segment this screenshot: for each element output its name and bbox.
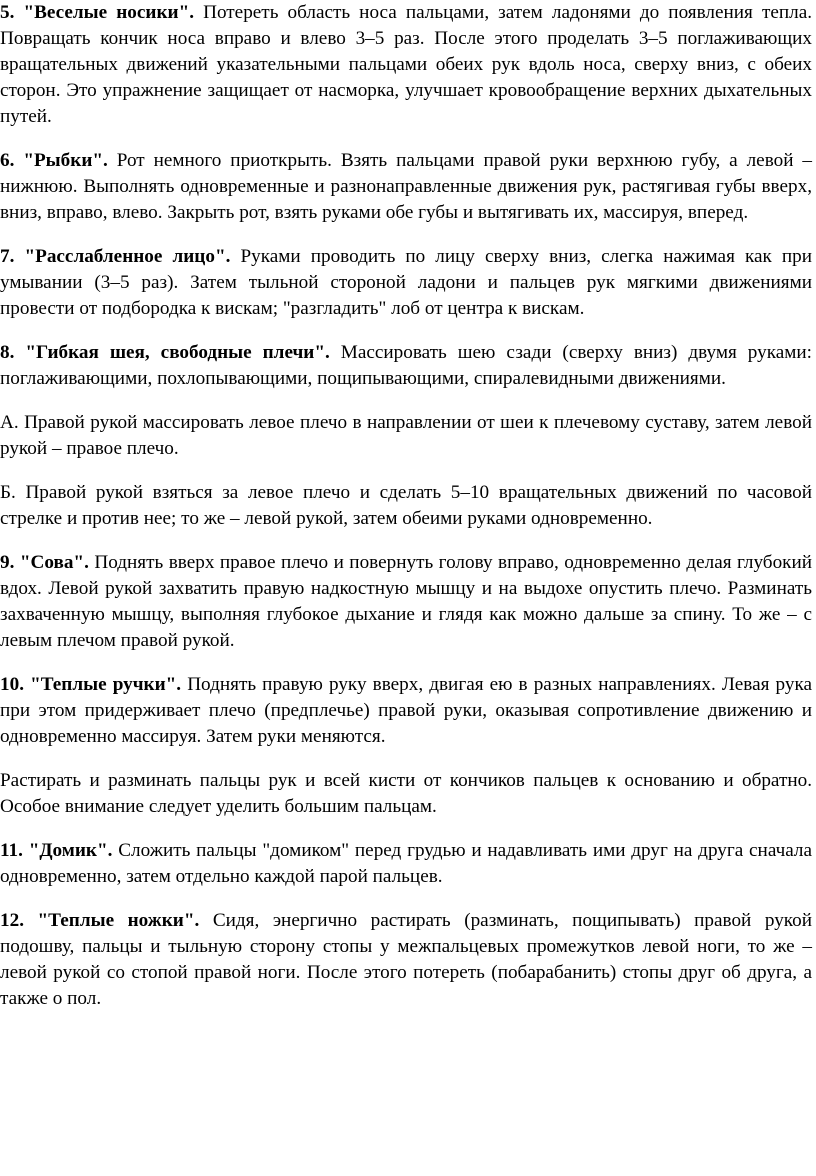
exercise-10-extra-text: Растирать и разминать пальцы рук и всей кисти от кончиков пальцев к основанию и обратно. Особое внимание следует уделить большим пальцам. <box>0 770 812 817</box>
exercise-8-paragraph <box>0 340 812 392</box>
exercise-12-paragraph <box>0 908 812 1012</box>
exercise-11-text: Сложить пальцы "домиком" перед грудью и надавливать ими друг на друга сначала одновременно, затем отдельно каждой парой пальцев. <box>0 840 813 887</box>
exercise-8b-paragraph <box>0 480 812 532</box>
exercise-9-heading: 9. "Сова". <box>0 552 89 573</box>
exercise-8a-text: А. Правой рукой массировать левое плечо в направлении от шеи к плечевому суставу, затем левой рукой – правое плечо. <box>0 412 812 459</box>
exercise-8a-paragraph <box>0 410 812 462</box>
exercise-12-text: Сидя, энергично растирать (разминать, пощипывать) правой рукой подошву, пальцы и тыльную сторону стопы у межпальцевых промежутков левой ноги, то же – левой рукой со стопой правой ноги. После этого потереть (побарабанить) стопы друг об друга, а также о пол. <box>0 910 812 1009</box>
exercise-6-heading: 6. "Рыбки". <box>0 150 108 171</box>
exercise-12-heading: 12. "Теплые ножки". <box>0 910 200 931</box>
exercise-10-heading: 10. "Теплые ручки". <box>0 674 182 695</box>
exercise-11-paragraph <box>0 838 812 890</box>
exercise-9-paragraph <box>0 550 812 654</box>
exercise-10-extra-paragraph <box>0 768 812 820</box>
exercise-5-heading: 5. "Веселые носики". <box>0 2 195 23</box>
exercise-10-text: Поднять правую руку вверх, двигая ею в разных направлениях. Левая рука при этом придерживает плечо (предплечье) правой руки, оказывая сопротивление движению и одновременно массируя. Затем руки меняются. <box>0 674 812 747</box>
exercise-8b-text: Б. Правой рукой взяться за левое плечо и сделать 5–10 вращательных движений по часовой стрелке и против нее; то же – левой рукой, затем обеими руками одновременно. <box>0 482 812 529</box>
exercise-7-paragraph <box>0 244 812 322</box>
exercise-5-text: Потереть область носа пальцами, затем ладонями до появления тепла. Повращать кончик носа вправо и влево 3–5 раз. После этого проделать 3–5 поглаживающих вращательных движений указательными пальцами обеих рук вдоль носа, сверху вниз, с обеих сторон. Это упражнение защищает от насморка, улучшает кровообращение верхних дыхательных путей. <box>0 2 813 127</box>
exercise-11-heading: 11. "Домик". <box>0 840 113 861</box>
exercise-10-paragraph <box>0 672 812 750</box>
exercise-7-text: Руками проводить по лицу сверху вниз, слегка нажимая как при умывании (3–5 раз). Затем тыльной стороной ладони и пальцев рук мягкими движениями провести от подбородка к вискам; "разгладить" лоб от центра к вискам. <box>0 246 812 319</box>
exercise-8-heading: 8. "Гибкая шея, свободные плечи". <box>0 342 330 363</box>
exercise-7-heading: 7. "Расслабленное лицо". <box>0 246 231 267</box>
exercise-6-text: Рот немного приоткрыть. Взять пальцами правой руки верхнюю губу, а левой – нижнюю. Выполнять одновременные и разнонаправленные движения рук, растягивая губы вверх, вниз, вправо, влево. Закрыть рот, взять руками обе губы и вытягивать их, массируя, вперед. <box>0 150 813 223</box>
exercise-9-text: Поднять вверх правое плечо и повернуть голову вправо, одновременно делая глубокий вдох. Левой рукой захватить правую надкостную мышцу и на выдохе опустить плечо. Разминать захваченную мышцу, выполняя глубокое дыхание и глядя как можно дальше за спину. То же – с левым плечом правой рукой. <box>0 552 813 651</box>
exercise-5-paragraph <box>0 0 812 130</box>
exercise-8-text: Массировать шею сзади (сверху вниз) двумя руками: поглаживающими, похлопывающими, пощипывающими, спиралевидными движениями. <box>0 342 812 389</box>
exercise-6-paragraph <box>0 148 812 226</box>
